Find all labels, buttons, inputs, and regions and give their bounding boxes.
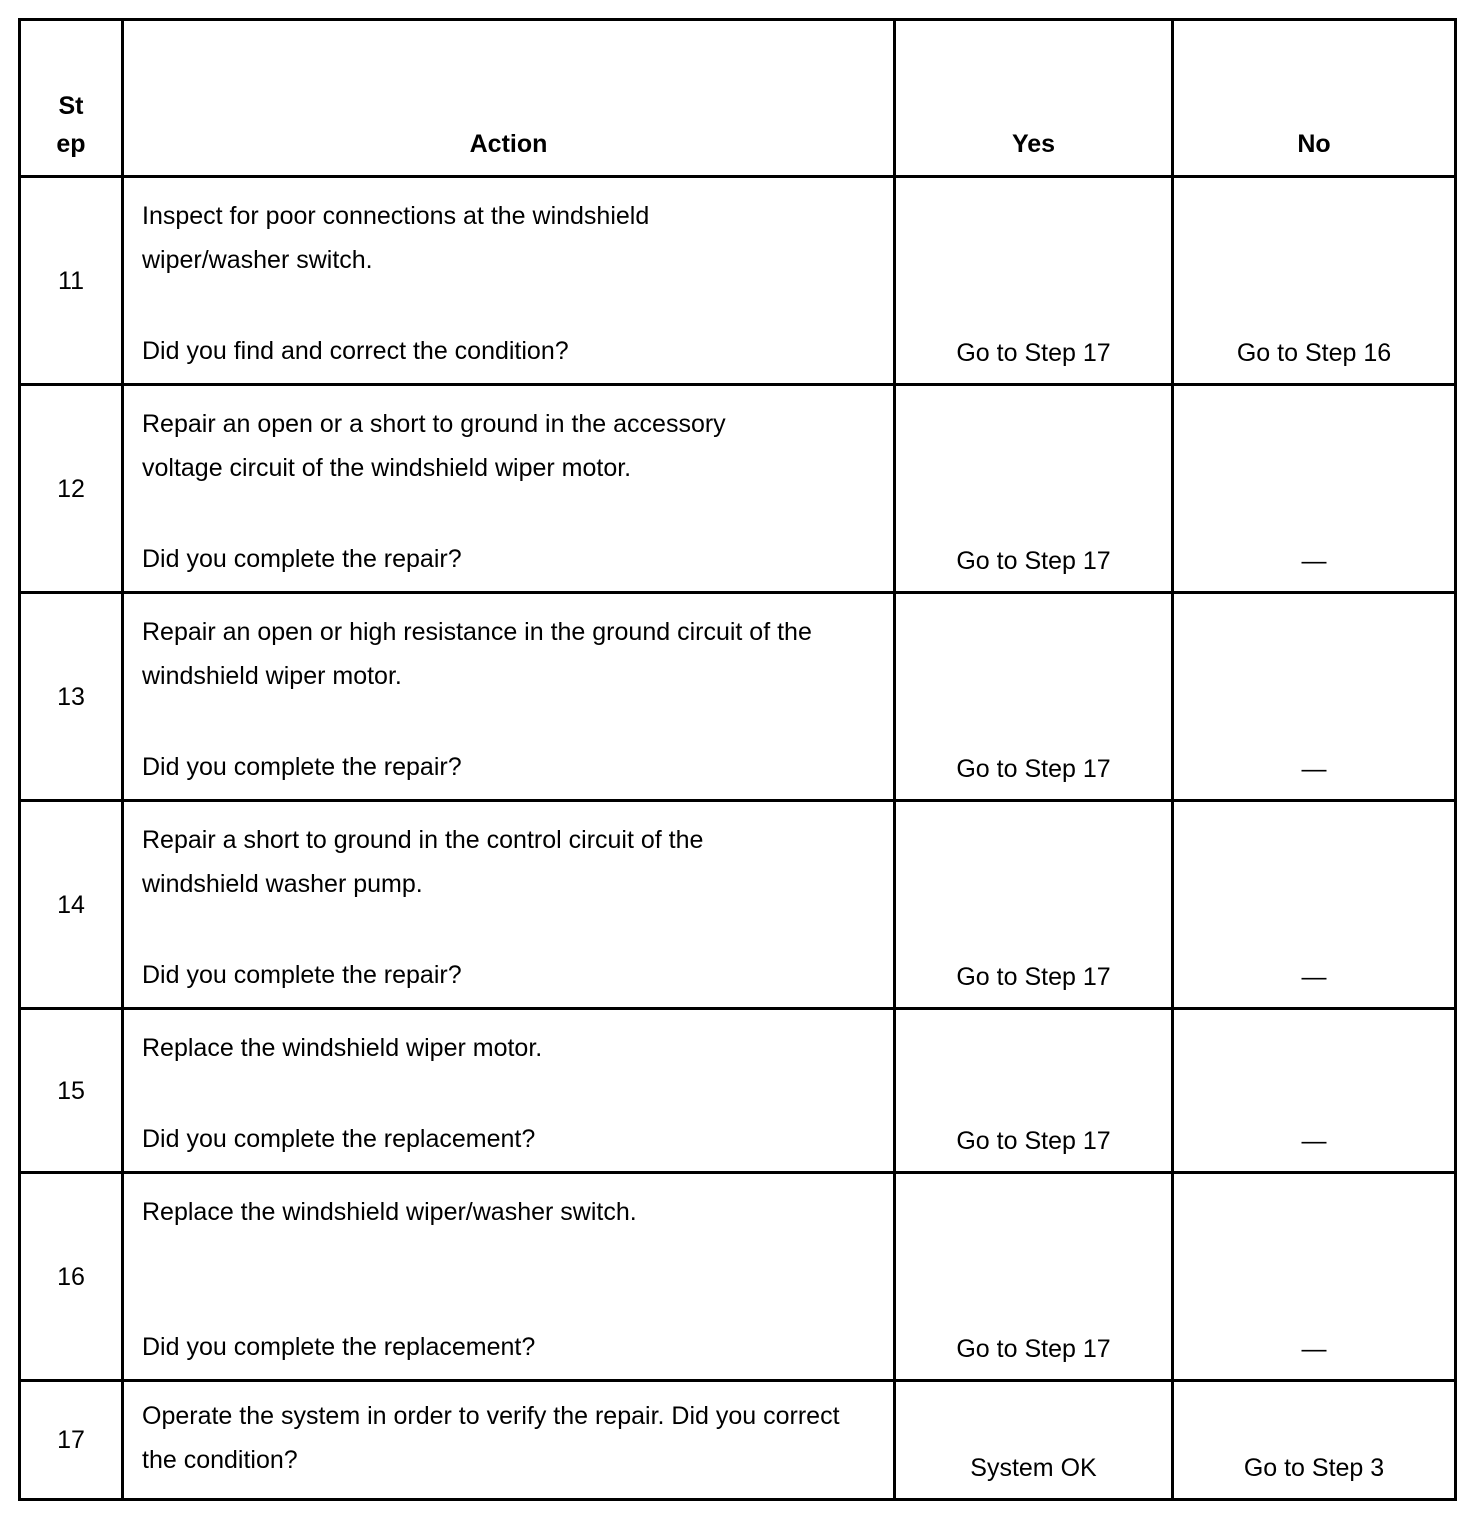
step-number: 14 <box>20 801 123 1009</box>
yes-result: Go to Step 17 <box>895 801 1173 1009</box>
no-result: Go to Step 16 <box>1173 177 1456 385</box>
action-cell <box>123 801 895 1009</box>
action-instruction: Replace the windshield wiper/washer switch. <box>142 1198 637 1226</box>
table-row <box>20 1381 1456 1500</box>
action-question: Did you complete the repair? <box>142 753 462 781</box>
no-result: — <box>1173 385 1456 593</box>
table-row <box>20 385 1456 593</box>
action-instruction: Repair an open or a short to ground in the accessory voltage circuit of the windshield wiper motor. <box>142 410 726 482</box>
table-row <box>20 177 1456 385</box>
header-no: No <box>1173 20 1456 177</box>
no-result: Go to Step 3 <box>1173 1381 1456 1500</box>
no-result: — <box>1173 1009 1456 1173</box>
step-number: 17 <box>20 1381 123 1500</box>
action-question: Did you find and correct the condition? <box>142 337 569 365</box>
header-action: Action <box>123 20 895 177</box>
action-instruction: Replace the windshield wiper motor. <box>142 1034 543 1062</box>
step-number: 12 <box>20 385 123 593</box>
table-row <box>20 1009 1456 1173</box>
yes-result: Go to Step 17 <box>895 1009 1173 1173</box>
header-step: St ep <box>20 20 123 177</box>
step-number: 13 <box>20 593 123 801</box>
no-result: — <box>1173 801 1456 1009</box>
action-cell <box>123 385 895 593</box>
step-number: 15 <box>20 1009 123 1173</box>
action-instruction: Inspect for poor connections at the windshield wiper/washer switch. <box>142 202 650 274</box>
yes-result: Go to Step 17 <box>895 177 1173 385</box>
action-question: Did you complete the replacement? <box>142 1333 536 1361</box>
action-cell <box>123 1173 895 1381</box>
header-yes: Yes <box>895 20 1173 177</box>
action-cell <box>123 1009 895 1173</box>
action-instruction: Repair a short to ground in the control circuit of the windshield washer pump. <box>142 826 704 898</box>
action-question: Did you complete the repair? <box>142 545 462 573</box>
action-instruction: Repair an open or high resistance in the ground circuit of the windshield wiper motor. <box>142 618 812 690</box>
action-cell <box>123 593 895 801</box>
yes-result: Go to Step 17 <box>895 385 1173 593</box>
yes-result: Go to Step 17 <box>895 593 1173 801</box>
diagnostic-table <box>18 18 1457 1501</box>
no-result: — <box>1173 1173 1456 1381</box>
no-result: — <box>1173 593 1456 801</box>
yes-result: System OK <box>895 1381 1173 1500</box>
table-row <box>20 801 1456 1009</box>
action-cell <box>123 177 895 385</box>
action-instruction: Operate the system in order to verify the repair. Did you correct the condition? <box>142 1402 840 1474</box>
header-row <box>20 20 1456 177</box>
step-number: 16 <box>20 1173 123 1381</box>
action-question: Did you complete the repair? <box>142 961 462 989</box>
table-row <box>20 593 1456 801</box>
step-number: 11 <box>20 177 123 385</box>
table-row <box>20 1173 1456 1381</box>
action-cell <box>123 1381 895 1500</box>
yes-result: Go to Step 17 <box>895 1173 1173 1381</box>
action-question: Did you complete the replacement? <box>142 1125 536 1153</box>
